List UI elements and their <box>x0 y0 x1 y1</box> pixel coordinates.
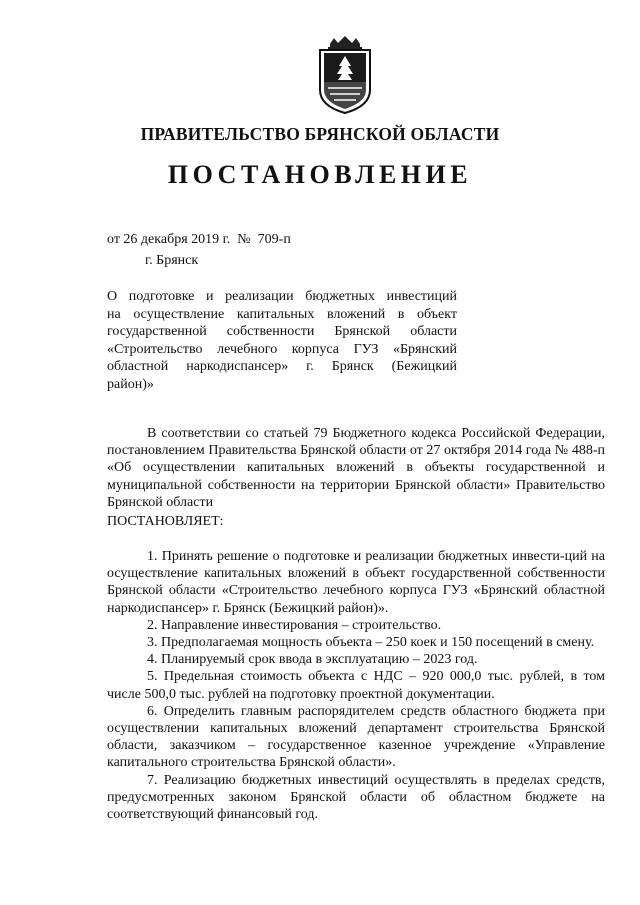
subject-line: О подготовке и реализации бюджетных инвестиций <box>107 289 457 304</box>
decree-word-block <box>107 513 605 530</box>
decree-word: ПОСТАНОВЛЯЕТ: <box>107 514 224 529</box>
date-and-number: от 26 декабря 2019 г. № 709-п <box>107 232 291 247</box>
subject-line: район)» <box>107 376 154 392</box>
subject-line: на осуществление капитальных вложений в объект <box>107 306 457 322</box>
document-type-title: ПОСТАНОВЛЕНИЕ <box>167 160 473 189</box>
subject-line: областной наркодиспансер» г. Брянск (Бежицкий <box>107 359 457 375</box>
decree-item-6: 6. Определить главным распорядителем средств областного бюджета при осуществлении капитальных вложений департамент строительства Брянской области, заказчиком – государственное казенное учреждение «Управление капитального строительства Брянской области». <box>107 703 605 771</box>
decree-item-2: 2. Направление инвестирования – строительство. <box>147 617 442 633</box>
decree-item-3: 3. Предполагаемая мощность объекта – 250 коек и 150 посещений в смену. <box>147 635 595 651</box>
decree-items <box>107 548 605 823</box>
decree-item-1: 1. Принять решение о подготовке и реализации бюджетных инвести-ций на осуществление капитальных вложений в объект государственной собственности Брянской области «Строительство лечебного корпуса ГУЗ «Брянский областной наркодиспансер» г. Брянск (Бежицкий район)». <box>107 549 605 616</box>
decree-item-4: 4. Планируемый срок ввода в эксплуатацию – 2023 год. <box>147 652 478 668</box>
government-title: ПРАВИТЕЛЬСТВО БРЯНСКОЙ ОБЛАСТИ <box>140 124 500 144</box>
preamble <box>107 425 605 511</box>
document-subject <box>107 288 457 394</box>
decree-item-7: 7. Реализацию бюджетных инвестиций осуществлять в пределах средств, предусмотренных законом Брянской области об областном бюджете на соответствующий финансовый год. <box>107 772 605 823</box>
city: г. Брянск <box>145 253 199 268</box>
subject-line: «Строительство лечебного корпуса ГУЗ «Брянский <box>107 341 457 357</box>
preamble-text: В соответствии со статьей 79 Бюджетного кодекса Российской Федерации, постановлением Правительства Брянской области от 27 октября 2014 года № 488-п «Об осуществлении капитальных вложений в объекты государственной и муниципальной собственности на территории Брянской области» Правительство Брянской области <box>107 426 605 510</box>
decree-item-5: 5. Предельная стоимость объекта с НДС – 920 000,0 тыс. рублей, в том числе 500,0 тыс. рублей на подготовку проектной документации. <box>107 669 605 702</box>
subject-line: государственной собственности Брянской области <box>107 324 457 340</box>
bryansk-coat-of-arms-icon <box>316 36 374 114</box>
